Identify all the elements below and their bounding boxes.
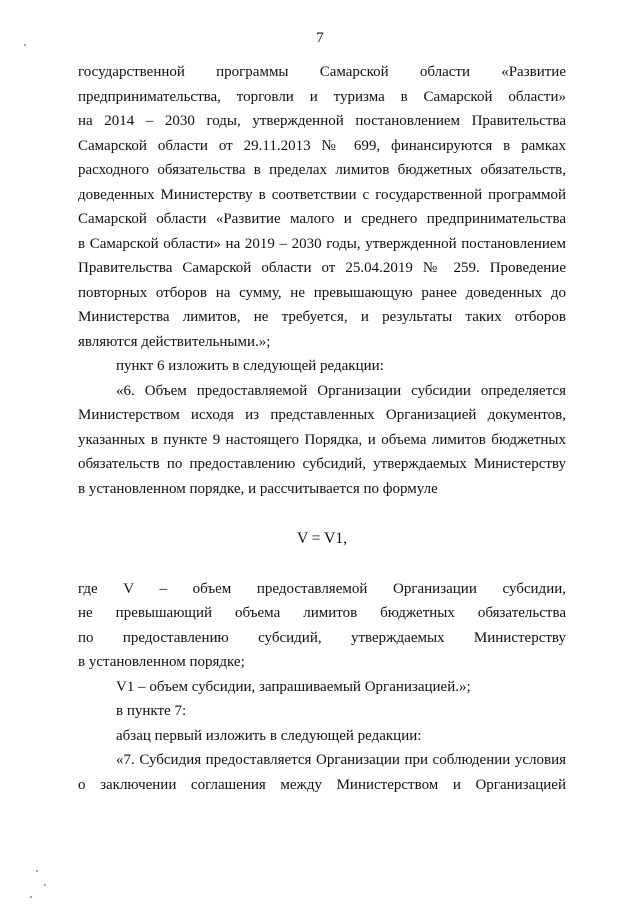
page-number: 7	[316, 30, 324, 46]
text-line: на 2014 – 2030 годы, утвержденной постановлением Правительства	[78, 113, 566, 129]
text-line: расходного обязательства в пределах лимитов бюджетных обязательств,	[78, 162, 566, 178]
text-line: в установленном порядке, и рассчитывается по формуле	[78, 480, 438, 497]
scan-speck	[24, 44, 26, 46]
text-line: Самарской области «Развитие малого и среднего предпринимательства	[78, 211, 566, 227]
text-line: абзац первый изложить в следующей редакции:	[116, 727, 422, 744]
text-line: «7. Субсидия предоставляется Организации при соблюдении условия	[116, 752, 566, 768]
text-line: в пункте 7:	[116, 703, 187, 719]
paragraph-point-6	[78, 379, 566, 502]
text-line: «6. Объем предоставляемой Организации субсидии определяется	[116, 382, 566, 399]
formula: V = V1,	[297, 530, 347, 547]
paragraph-formula-definition	[78, 577, 566, 675]
text-line: в Самарской области» на 2019 – 2030 годы, утвержденной постановлением	[78, 235, 566, 252]
text-line: в установленном порядке;	[78, 654, 245, 670]
scan-speck	[36, 870, 38, 872]
text-line: Правительства Самарской области от 25.04.2019 № 259. Проведение	[78, 260, 566, 276]
text-line: Министерства лимитов, не требуется, и результаты таких отборов	[78, 309, 566, 325]
paragraph-continuation	[78, 60, 566, 354]
scan-speck	[44, 884, 46, 886]
text-line: государственной программы Самарской области «Развитие	[78, 64, 566, 80]
text-line: о заключении соглашения между Министерством и Организацией	[78, 776, 566, 793]
text-line: пункт 6 изложить в следующей редакции:	[116, 358, 384, 374]
paragraph-v1-definition	[78, 675, 566, 700]
text-line: где V – объем предоставляемой Организации субсидии,	[78, 580, 566, 597]
scan-speck	[30, 896, 32, 898]
text-line: доведенных Министерству в соответствии с государственной программой	[78, 186, 566, 203]
text-line: V1 – объем субсидии, запрашиваемый Организацией.»;	[116, 678, 471, 695]
text-line: Самарской области от 29.11.2013 № 699, финансируются в рамках	[78, 137, 566, 154]
paragraph-point-7-intro	[78, 699, 566, 724]
text-line: не превышающий объема лимитов бюджетных обязательства	[78, 605, 566, 621]
text-line: предпринимательства, торговли и туризма в Самарской области»	[78, 88, 566, 105]
document-body	[78, 60, 566, 797]
text-line: повторных отборов на сумму, не превышающую ранее доведенных до	[78, 284, 566, 301]
text-line: обязательств по предоставлению субсидий, утверждаемых Министерству	[78, 456, 566, 472]
text-line: указанных в пункте 9 настоящего Порядка, и объема лимитов бюджетных	[78, 431, 566, 448]
paragraph-point-7	[78, 748, 566, 797]
text-line: по предоставлению субсидий, утверждаемых Министерству	[78, 629, 566, 646]
text-line: являются действительными.»;	[78, 333, 271, 350]
text-line: Министерством исходя из представленных Организацией документов,	[78, 407, 566, 423]
paragraph-point-6-intro	[78, 354, 566, 379]
paragraph-first-indent-intro	[78, 724, 566, 749]
